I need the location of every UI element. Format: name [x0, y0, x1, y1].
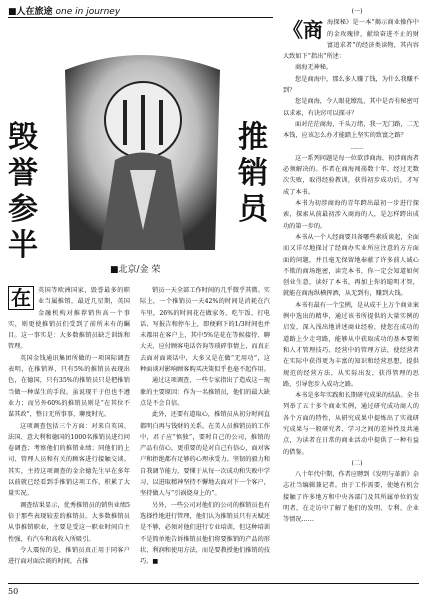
section-heading: (二)	[351, 459, 363, 467]
page-number: 50	[8, 587, 19, 596]
paragraph: 面对茫茫商海，千头万绪，我一无门路，二无本钱，应该怎么办才能踏上坚实的致富之路？	[283, 120, 419, 140]
header-rule	[8, 17, 273, 18]
section-title: ■人在旅途	[8, 7, 53, 17]
paragraph: 令人震惊的是，推销员真正用于同客户进行面对面洽谈的时间，占推	[8, 546, 130, 566]
article-column-2	[140, 285, 270, 567]
dropcap: 在	[8, 286, 34, 310]
paragraph: 这一系列问题是每一位欲涉商海、初涉商海者必须解决的。作者在商海闯荡数十年，经过无数次失败，取得经验教训，获得初步成功后，才写成了本书。	[283, 154, 419, 196]
paragraph: 您是商海，令人眼花缭乱，其中是否有秘密可以求索，有诀窍可以探寻？	[283, 98, 419, 117]
headline-right	[238, 120, 268, 228]
paragraph: 本书是多年实践和长期研究成果的结晶。全书列举了五十多个商业实例，通过研究成功商人的各个方面的特性，从研究成果中提炼出了实战研究成果与一般研究者、学习之间的差异性及共通点，为读者在日常的商业活动中提供了一种有益的借鉴。	[283, 392, 419, 456]
headline-char: 销	[238, 156, 268, 191]
article-column-1	[8, 285, 130, 567]
headline-char: 员	[238, 192, 268, 227]
section-heading: (一)	[351, 8, 363, 15]
section-header	[8, 4, 120, 17]
headline-left	[8, 120, 38, 264]
headline-photo	[55, 50, 230, 255]
headline-char: 参	[8, 192, 38, 227]
paragraph: 您是商海中，那么多人赚了钱，为什么我赚不到？	[283, 75, 419, 95]
footer-rule	[8, 583, 419, 584]
paragraph: 此外，还要有道取心，推销员从初分时间直都明白再与钱财的关系。在美人员推销员的工作中，君子应“慎独”，要时自己的公司，推销的产品有信心，更重要的是对自己有信心，面对客户和拒绝都有足够的心理承受力。坚韧的毅力和自我调节能力，要懂于从每一次成功和失败中学习，以进取精神坚持不懈地去面对下一个客户，坚持做人与“引祸烧身上的”。	[140, 411, 270, 498]
headline-char: 毁	[8, 120, 38, 155]
paragraph: 本书从一个人经商要具备哪些素质谈起，全面而又详尽地探讨了经商办实业所应注意的方方面面的问题，并且毫无保留地奉献了许多前人诚心不欺的商场绝密，读完本书，你一定会知道如何创业生意，读好了本书，再加上你的聪明才智，就能在商海纵横挥洒，从无到有，赚到大钱。	[283, 233, 419, 298]
headline-char: 推	[238, 120, 268, 155]
paragraph: 调查结果显示，优秀推销员的销售业绩5倍于那些表现较差的推销员。大多数推销员从事推销职业，主要是受这一职业时间自主性强、有汽车和高收入所吸引。	[8, 501, 130, 543]
byline: ■北京/金 荣	[110, 265, 161, 275]
paragraph: 销员一天全部工作时间的几乎微乎其微。实际上，一个推销员一天42%的时间是消耗在汽车里，26%的时间花在做家务、吃午饭、打电话、写报告和停车上，即便剩下的1/3时间也并未都用在客户上，其中5%是花在等候接待、聊大天、应付顾客电话咨询等琐碎事情上，而真正去面对面谈话中，大多又是在做“无用功”，这种面谈对影响顾客购买决策似乎也毫不起作用。	[140, 287, 270, 374]
paragraph: 另外，一些公司对他们的公司的推销员也有选择性地进行管理，他们认为推销员只有天赋还是不够，必须对他们进行专业培训，但这种培训不是简单地告诉推销员他们将要推销的产品的形状、利润和使用方法，而是要教授他们推销的技巧。■	[140, 501, 270, 566]
paragraph: 本书为初涉商海的青年跨出最初一步进行探索，探索从前最初涉入商海的人，是怎样跨出成功的第一步的。	[283, 200, 419, 230]
paragraph: 商海无神秘。	[295, 64, 333, 72]
section-subtitle: one in journey	[55, 7, 121, 17]
paragraph: 这项调查包括三个方面：对来自英国、法国、意大利和德国的1000名推销员进行问卷调查；考察他们的推销业绩；同他们的上司、管理人员和有关的顾客进行接触交谈。其实，主持这项调查的金余德先生早在多年以前就已经看到手推销这项工作，积累了大量实况。	[8, 422, 130, 498]
paragraph: 海探秘》是一本“揭示商业操作中的金玫瑰律，献给奋进不止的财富追求者”的经济类读物，其内容大致如下“指出”所述：	[283, 19, 419, 61]
paragraph: 通过这项调查，一些专家指出了造成这一现象的主要原因：作为一名推销员，他们的最大缺点是不会自信。	[140, 377, 270, 407]
headline-char: 誉	[8, 156, 38, 191]
paragraph: 八十年代中期，作者应聘到《发明与革新》杂志社当编辑兼记者。由于工作需要，使她有机会接触了许多地方和中央各部门及其所属单位的发明者，在走访中了解了他们的发明、专利、企业等情况……	[283, 471, 419, 524]
right-column	[283, 6, 419, 581]
paragraph: 英国等欧洲国家，毁誉最多的职业当属推销，最近几星期，英国金融机构对推荐销售高一个事实，则更使推销员们受到了前所未有的瞩目。这一事实是：大多数推销员缺乏训练和管理。	[8, 287, 130, 351]
paragraph: 本书有最有一个宝例，是从成千上万个商业案例中选出的精华，通过该书所提供的大量实例的启发，深入浅出地讲述商业经验，使您在成功的道路上少走弯路，能够从中获取成功的基本要领和人才管理技巧、经营中的管理方法，使经营者在实际中获得更为丰富的知识和经营思想，提供规范的经营方法，从实际出发，获得管理的思路，引导您步入成功之路。	[283, 301, 419, 388]
paragraph: 英国金钱通讯集团所做的一项国际调查表明，在推销界，只有5%的推销员表现出色，在德国，只有35%的推销员只是把推销当做一种谋生的手段。虽说现干于但也不遵业力；而另外60%的推销员则是“在其位不谋其政”，整日无所事事，聊度时光。	[8, 354, 130, 419]
pull-title: 《商	[283, 18, 323, 43]
headline-char: 半	[8, 228, 38, 263]
separator: ……	[350, 143, 364, 151]
